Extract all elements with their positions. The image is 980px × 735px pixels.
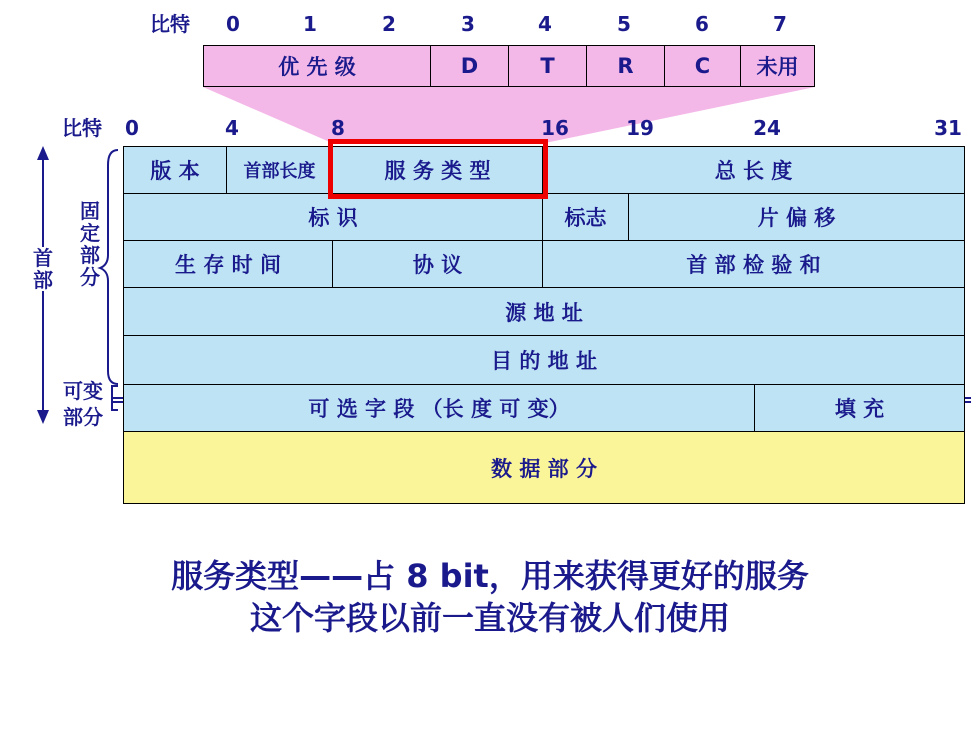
- top-bit-tick: 0: [226, 12, 240, 36]
- top-bit-tick: 6: [695, 12, 709, 36]
- top-bit-tick: 1: [303, 12, 317, 36]
- top-bit-label: 比特: [150, 12, 190, 36]
- header-checksum-field: 首 部 检 验 和: [542, 240, 965, 288]
- caption-line-1: 服务类型——占 8 bit，用来获得更好的服务: [171, 557, 809, 595]
- main-bit-tick: 0: [125, 116, 139, 140]
- header-length-field: 首部长度: [226, 146, 333, 194]
- type-of-service-field: 服 务 类 型: [332, 146, 543, 194]
- fixed-part-side-label: 固定部分: [80, 199, 100, 289]
- main-bit-tick: 8: [331, 116, 345, 140]
- version-field: 版 本: [123, 146, 227, 194]
- identification-field: 标 识: [123, 193, 543, 241]
- main-bit-tick: 31: [934, 116, 962, 140]
- top-bit-tick: 2: [382, 12, 396, 36]
- main-bit-label: 比特: [62, 116, 102, 140]
- top-bit-tick: 3: [461, 12, 475, 36]
- variable-part-label-1: 可变: [63, 379, 103, 403]
- source-address-field: 源 地 址: [123, 287, 965, 336]
- protocol-field: 协 议: [332, 240, 543, 288]
- total-length-field: 总 长 度: [542, 146, 965, 194]
- top-bit-tick: 7: [773, 12, 787, 36]
- tos-unused-bit: 未用: [740, 45, 815, 87]
- options-field: 可 选 字 段 （长 度 可 变）: [123, 384, 755, 432]
- header-side-label: 首部: [33, 246, 53, 292]
- caption-line-2: 这个字段以前一直没有被人们使用: [249, 599, 730, 637]
- main-bit-tick: 19: [626, 116, 654, 140]
- main-bit-tick: 16: [541, 116, 569, 140]
- padding-field: 填 充: [754, 384, 965, 432]
- top-bit-tick: 4: [538, 12, 552, 36]
- top-bit-tick: 5: [617, 12, 631, 36]
- tos-precedence-field: 优 先 级: [203, 45, 431, 87]
- tos-t-bit: T: [508, 45, 587, 87]
- data-part-field: 数 据 部 分: [123, 431, 965, 504]
- fragment-offset-field: 片 偏 移: [628, 193, 965, 241]
- variable-part-label-2: 部分: [63, 405, 103, 429]
- destination-address-field: 目 的 地 址: [123, 335, 965, 385]
- main-bit-tick: 24: [753, 116, 781, 140]
- ttl-field: 生 存 时 间: [123, 240, 333, 288]
- tos-r-bit: R: [586, 45, 665, 87]
- tos-highlight-box: [328, 139, 548, 199]
- flags-field: 标志: [542, 193, 629, 241]
- tos-c-bit: C: [664, 45, 741, 87]
- tos-d-bit: D: [430, 45, 509, 87]
- main-bit-tick: 4: [225, 116, 239, 140]
